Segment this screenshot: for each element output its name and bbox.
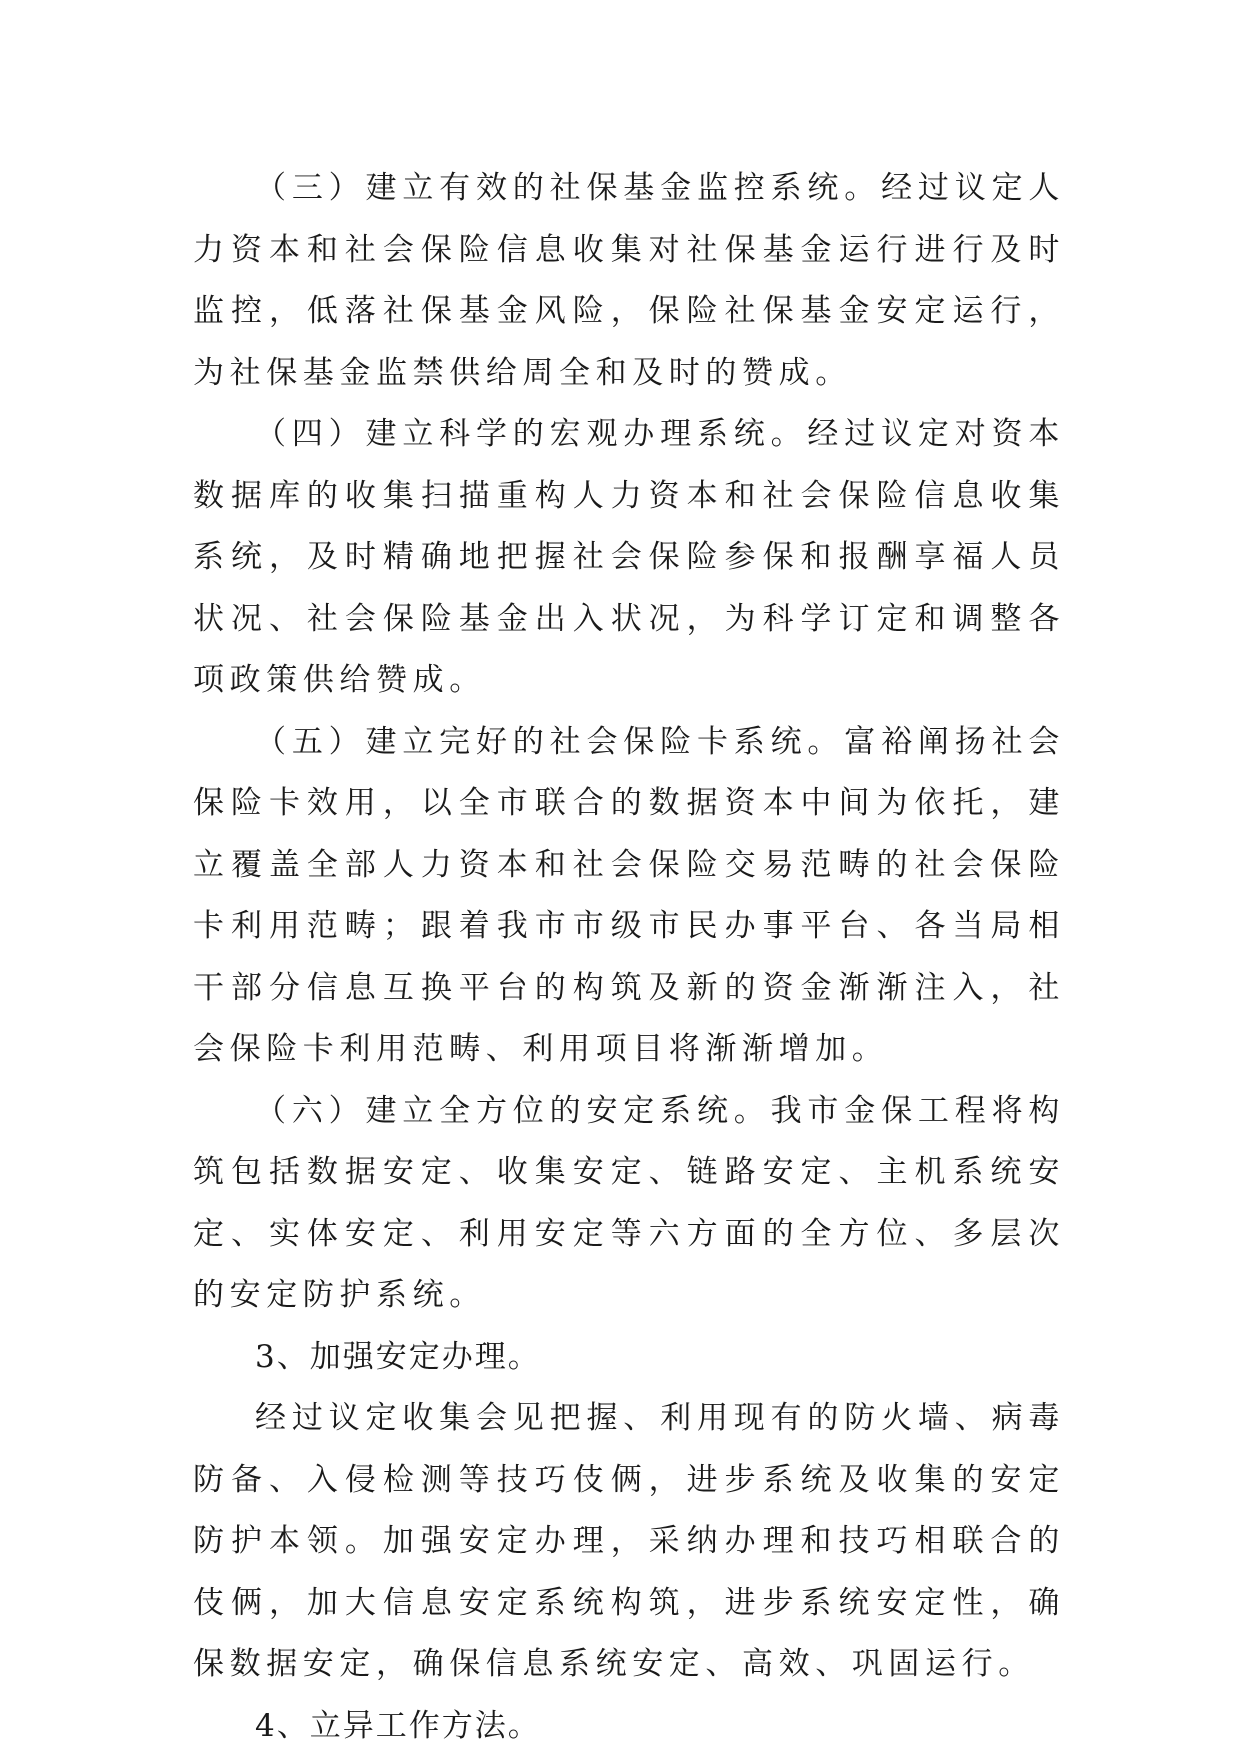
heading-item-3: 3、加强安定办理。 xyxy=(193,1327,1065,1389)
paragraph-section-4: （四）建立科学的宏观办理系统。经过议定对资本数据库的收集扫描重构人力资本和社会保险信息收集系统，及时精确地把握社会保险参保和报酬享福人员状况、社会保险基金出入状况，为科学订定和调整各项政策供给赞成。 xyxy=(193,404,1065,712)
paragraph-section-3: （三）建立有效的社保基金监控系统。经过议定人力资本和社会保险信息收集对社保基金运行进行及时监控，低落社保基金风险，保险社保基金安定运行，为社保基金监禁供给周全和及时的赞成。 xyxy=(193,158,1065,404)
paragraph-section-6: （六）建立全方位的安定系统。我市金保工程将构筑包括数据安定、收集安定、链路安定、主机系统安定、实体安定、利用安定等六方面的全方位、多层次的安定防护系统。 xyxy=(193,1081,1065,1327)
document-body xyxy=(193,158,1065,1757)
paragraph-security-management: 经过议定收集会见把握、利用现有的防火墙、病毒防备、入侵检测等技巧伎俩，进步系统及收集的安定防护本领。加强安定办理，采纳办理和技巧相联合的伎俩，加大信息安定系统构筑，进步系统安定性，确保数据安定，确保信息系统安定、高效、巩固运行。 xyxy=(193,1388,1065,1696)
paragraph-section-5: （五）建立完好的社会保险卡系统。富裕阐扬社会保险卡效用，以全市联合的数据资本中间为依托，建立覆盖全部人力资本和社会保险交易范畴的社会保险卡利用范畴；跟着我市市级市民办事平台、各当局相干部分信息互换平台的构筑及新的资金渐渐注入，社会保险卡利用范畴、利用项目将渐渐增加。 xyxy=(193,712,1065,1081)
heading-item-4: 4、立异工作方法。 xyxy=(193,1696,1065,1757)
